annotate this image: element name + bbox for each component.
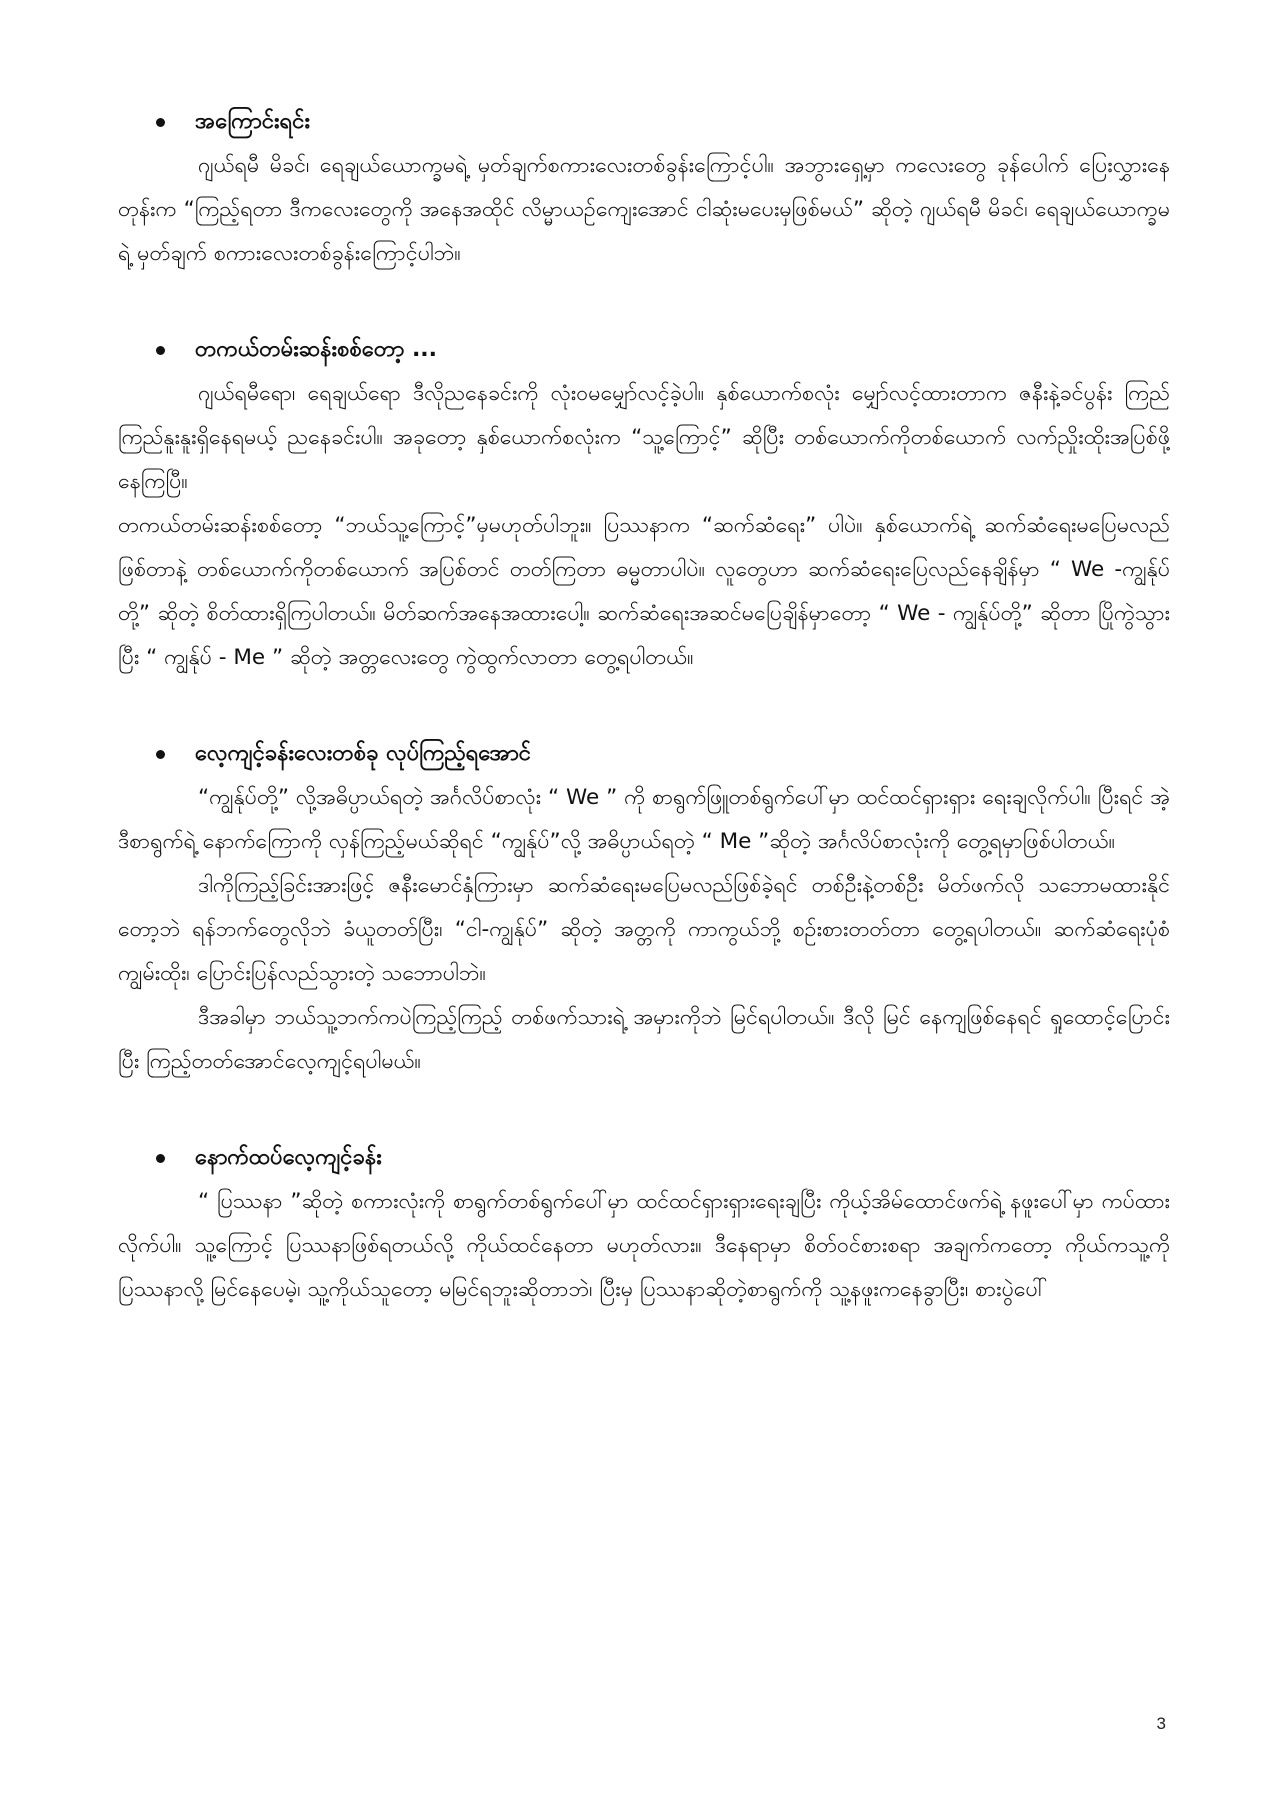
section-another-exercise (118, 1136, 1170, 1312)
section-heading (118, 328, 1170, 372)
section-examination (118, 328, 1170, 680)
section-exercise (118, 732, 1170, 1084)
paragraph: ဂျယ်ရမီ မိခင်၊ ရေချယ်ယောက္ခမရဲ့ မှတ်ချက်စကားလေးတစ်ခွန်းကြောင့်ပါ။ အဘွားရှေ့မှာ ကလေးတွေ ခုန်ပေါက် ပြေးလွှားနေတုန်းက “ကြည့်ရတာ ဒီကလေးတွေကို အနေအထိုင် လိမ္မာယဉ်ကျေးအောင် ငါဆုံးမပေးမှဖြစ်မယ်” ဆိုတဲ့ ဂျယ်ရမီ မိခင်၊ ရေချယ်ယောက္ခမရဲ့ မှတ်ချက် စကားလေးတစ်ခွန်းကြောင့်ပါဘဲ။ (118, 153, 1170, 266)
paragraph: “ ပြဿနာ ”ဆိုတဲ့ စကားလုံးကို စာရွက်တစ်ရွက်ပေါ်မှာ ထင်ထင်ရှားရှားရေးချပြီး ကိုယ့်အိမ်ထောင်ဖက်ရဲ့ နဖူးပေါ်မှာ ကပ်ထားလိုက်ပါ။ သူ့ကြောင့် ပြဿနာဖြစ်ရတယ်လို့ ကိုယ်ထင်နေတာ မဟုတ်လား။ ဒီနေရာမှာ စိတ်ဝင်စားစရာ အချက်ကတော့ ကိုယ်ကသူ့ကို ပြဿနာလို့ မြင်နေပေမဲ့၊ သူ့ကိုယ်သူတော့ မမြင်ရဘူးဆိုတာဘဲ၊ ပြီးမှ ပြဿနာဆိုတဲ့စာရွက်ကို သူ့နဖူးကနေခွာပြီး၊ စားပွဲပေါ် (118, 1189, 1170, 1302)
bullet-icon (156, 346, 165, 355)
section-heading (118, 1136, 1170, 1180)
section-heading-text: နောက်ထပ်လေ့ကျင့်ခန်း (195, 1145, 382, 1170)
page-number: 3 (1156, 1714, 1166, 1733)
section-heading (118, 100, 1170, 144)
section-heading-text: အကြောင်းရင်း (195, 109, 311, 134)
bullet-icon (156, 118, 165, 127)
paragraph: ဒါကိုကြည့်ခြင်းအားဖြင့် ဇနီးမောင်နှံကြားမှာ ဆက်ဆံရေးမပြေမလည်ဖြစ်ခဲ့ရင် တစ်ဦးနဲ့တစ်ဦး မိတ်ဖက်လို သဘောမထားနိုင်တော့ဘဲ ရန်ဘက်တွေလိုဘဲ ခံယူတတ်ပြီး၊ “ငါ-ကျွန်ုပ်” ဆိုတဲ့ အတ္တကို ကာကွယ်ဘို့ စဉ်းစားတတ်တာ တွေ့ရပါတယ်။ ဆက်ဆံရေးပုံစံ ကျွမ်းထိုး၊ ပြောင်းပြန်လည်သွားတဲ့ သဘောပါဘဲ။ (118, 873, 1170, 986)
section-heading-text: လေ့ကျင့်ခန်းလေးတစ်ခု လုပ်ကြည့်ရအောင် (195, 741, 531, 766)
bullet-icon (156, 1154, 165, 1163)
paragraph: ဂျယ်ရမီရော၊ ရေချယ်ရော ဒီလိုညနေခင်းကို လုံးဝမမျှော်လင့်ခဲ့ပါ။ နှစ်ယောက်စလုံး မျှော်လင့်ထားတာက ဇနီးနဲ့ခင်ပွန်း ကြည်ကြည်နူးနူးရှိနေရမယ့် ညနေခင်းပါ။ အခုတော့ နှစ်ယောက်စလုံးက “သူ့ကြောင့်” ဆိုပြီး တစ်ယောက်ကိုတစ်ယောက် လက်ညှိုးထိုးအပြစ်ဖို့ နေကြပြီ။ (118, 381, 1170, 494)
paragraph: တကယ်တမ်းဆန်းစစ်တော့ “ဘယ်သူ့ကြောင့်”မှမဟုတ်ပါဘူး။ ပြဿနာက “ဆက်ဆံရေး” ပါပဲ။ နှစ်ယောက်ရဲ့ ဆက်ဆံရေးမပြေမလည် ဖြစ်တာနဲ့ တစ်ယောက်ကိုတစ်ယောက် အပြစ်တင် တတ်ကြတာ ဓမ္မတာပါပဲ။ လူတွေဟာ ဆက်ဆံရေးပြေလည်နေချိန်မှာ “ We -ကျွန်ုပ်တို့” ဆိုတဲ့ စိတ်ထားရှိကြပါတယ်။ မိတ်ဆက်အနေအထားပေါ့။ ဆက်ဆံရေးအဆင်မပြေချိန်မှာတော့ “ We - ကျွန်ုပ်တို့” ဆိုတာ ပြိုကွဲသွားပြီး “ ကျွန်ုပ် - Me ” ဆိုတဲ့ အတ္တလေးတွေ ကွဲထွက်လာတာ တွေ့ရပါတယ်။ (118, 513, 1170, 670)
paragraph: “ကျွန်ုပ်တို့” လို့အဓိပ္ပာယ်ရတဲ့ အင်္ဂလိပ်စာလုံး “ We ” ကို စာရွက်ဖြူတစ်ရွက်ပေါ်မှာ ထင်ထင်ရှားရှား ရေးချလိုက်ပါ။ ပြီးရင် အဲ့ဒီစာရွက်ရဲ့ နောက်ကြောကို လှန်ကြည့်မယ်ဆိုရင် “ကျွန်ုပ်”လို့ အဓိပ္ပာယ်ရတဲ့ “ Me ”ဆိုတဲ့ အင်္ဂလိပ်စာလုံးကို တွေ့ရမှာဖြစ်ပါတယ်။ (118, 785, 1170, 854)
section-reason (118, 100, 1170, 276)
document-body (118, 100, 1170, 1364)
section-heading (118, 732, 1170, 776)
bullet-icon (156, 750, 165, 759)
section-heading-text: တကယ်တမ်းဆန်းစစ်တော့ ... (195, 337, 438, 362)
paragraph: ဒီအခါမှာ ဘယ်သူ့ဘက်ကပဲကြည့်ကြည့် တစ်ဖက်သားရဲ့ အမှားကိုဘဲ မြင်ရပါတယ်။ ဒီလို မြင် နေကျဖြစ်နေရင် ရှုထောင့်ပြောင်းပြီး ကြည့်တတ်အောင်လေ့ကျင့်ရပါမယ်။ (118, 1005, 1170, 1074)
